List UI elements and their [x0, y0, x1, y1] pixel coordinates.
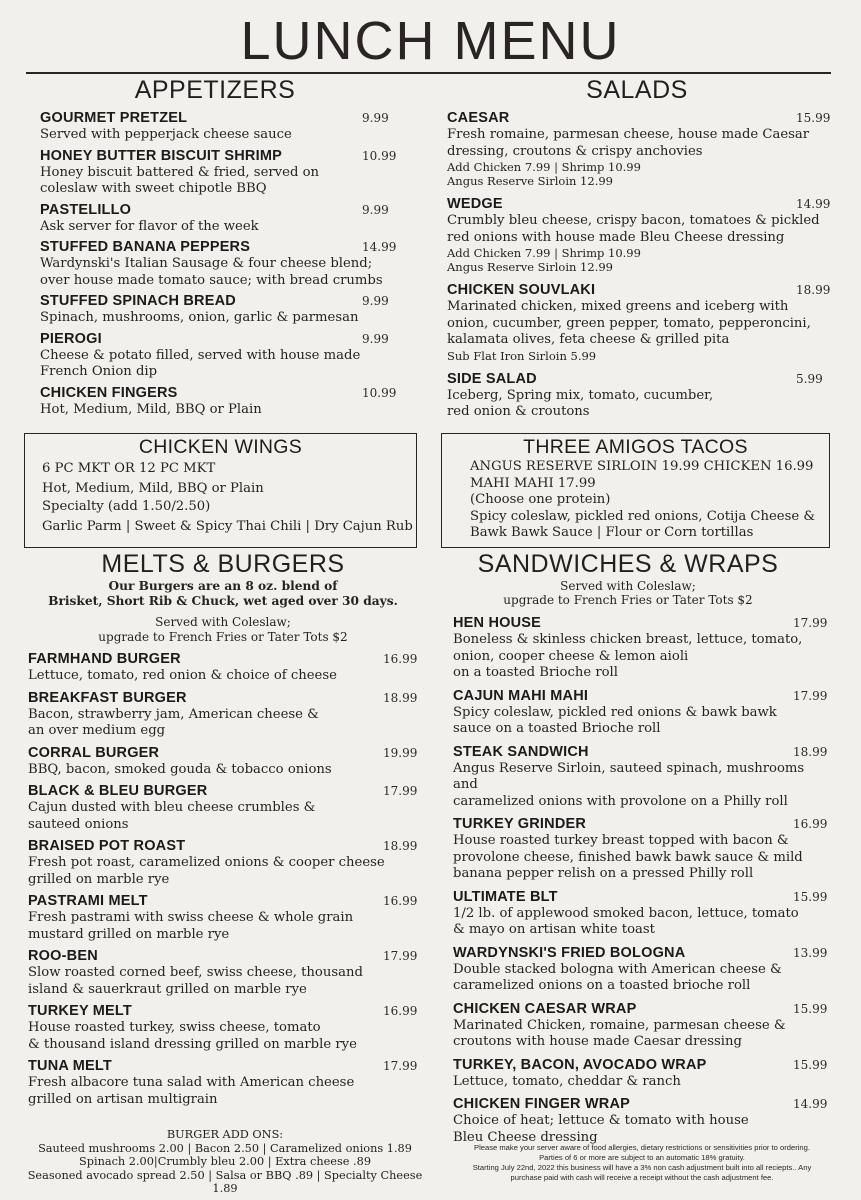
menu-item-description: Served with pepperjack cheese sauce: [40, 127, 292, 142]
tacos-heading: THREE AMIGOS TACOS: [523, 436, 748, 458]
menu-item-price: 9.99: [362, 331, 389, 346]
menu-item-name: STUFFED BANANA PEPPERS: [40, 239, 251, 255]
sandwiches-side-note: Served with Coleslaw;: [560, 579, 696, 593]
menu-item-name: CORRAL BURGER: [28, 744, 160, 761]
wings-line: 6 PC MKT OR 12 PC MKT: [42, 461, 216, 476]
menu-item-description: French Onion dip: [40, 364, 158, 379]
footer-line: purchase paid with cash will receive a receipt without the cash adjustment fee.: [510, 1173, 774, 1182]
melts-burgers-section: [28, 550, 428, 1108]
menu-item-name: CAJUN MAHI MAHI: [453, 687, 589, 704]
menu-item: [40, 202, 410, 236]
menu-item-description: dressing, croutons & crispy anchovies: [447, 143, 703, 159]
menu-item-name: GOURMET PRETZEL: [40, 110, 188, 126]
footer-notice: [442, 1143, 842, 1183]
menu-item-name: TUNA MELT: [28, 1058, 112, 1074]
footer-line: Parties of 6 or more are subject to an automatic 18% gratuity.: [539, 1153, 745, 1162]
menu-item-description: Wardynski's Italian Sausage & four cheese blend;: [40, 256, 373, 271]
menu-item-description: sauce on a toasted Brioche roll: [453, 721, 661, 736]
menu-item-price: 9.99: [362, 111, 389, 125]
menu-item-description: banana pepper relish on a pressed Philly roll: [453, 866, 754, 881]
menu-item-addon: Add Chicken 7.99 | Shrimp 10.99: [447, 246, 641, 260]
menu-item-price: 17.99: [383, 1059, 418, 1073]
melts-side-note: Served with Coleslaw;: [155, 615, 291, 629]
chicken-wings-heading: CHICKEN WINGS: [138, 436, 303, 458]
menu-item-price: 17.99: [793, 688, 828, 703]
menu-item: [28, 783, 428, 833]
menu-title: LUNCH MENU: [240, 11, 621, 71]
menu-item-price: 5.99: [796, 371, 823, 386]
menu-item-name: CHICKEN SOUVLAKI: [447, 282, 596, 298]
menu-item-price: 14.99: [793, 1097, 828, 1111]
menu-item-description: kalamata olives, feta cheese & grilled pita: [447, 332, 730, 347]
sandwiches-wraps-heading: SANDWICHES & WRAPS: [477, 550, 779, 578]
burger-blend-note: Our Burgers are an 8 oz. blend of: [108, 579, 338, 593]
menu-item: [28, 745, 428, 779]
menu-item-description: caramelized onions with provolone on a Philly roll: [453, 793, 788, 809]
menu-item-description: Angus Reserve Sirloin, sauteed spinach, mushrooms and: [453, 760, 805, 792]
menu-item: [447, 196, 832, 274]
menu-item-price: 13.99: [793, 945, 828, 960]
menu-item: [40, 293, 410, 327]
menu-item: [40, 148, 410, 198]
menu-item: [453, 1001, 833, 1051]
menu-item-description: & thousand island dressing grilled on marble rye: [28, 1036, 357, 1052]
menu-item-addon: Sub Flat Iron Sirloin 5.99: [447, 348, 597, 363]
menu-item-description: House roasted turkey, swiss cheese, tomato: [28, 1020, 321, 1035]
menu-item-price: 18.99: [793, 744, 828, 759]
menu-item-description: & mayo on artisan white toast: [453, 922, 655, 937]
menu-item-description: Lettuce, tomato, red onion & choice of cheese: [28, 668, 337, 683]
addons-line: Sauteed mushrooms 2.00 | Bacon 2.50 | Caramelized onions 1.89: [38, 1141, 412, 1155]
menu-item-price: 17.99: [383, 949, 418, 963]
menu-item-name: TURKEY GRINDER: [453, 816, 587, 832]
menu-item-name: HEN HOUSE: [453, 615, 542, 631]
menu-item: [28, 1003, 428, 1053]
menu-item-description: House roasted turkey breast topped with bacon &: [453, 833, 789, 848]
menu-item-description: Bacon, strawberry jam, American cheese &: [28, 706, 319, 722]
menu-item-description: mustard grilled on marble rye: [28, 926, 230, 942]
menu-item-price: 18.99: [383, 690, 418, 705]
menu-item-name: TURKEY MELT: [28, 1003, 132, 1019]
menu-item-description: Fresh pastrami with swiss cheese & whole grain: [28, 910, 354, 925]
menu-item-description: Hot, Medium, Mild, BBQ or Plain: [40, 401, 262, 417]
menu-item-description: coleslaw with sweet chipotle BBQ: [40, 181, 267, 196]
menu-item-name: PASTELILLO: [40, 201, 132, 218]
tacos-line: Bawk Bawk Sauce | Flour or Corn tortillas: [470, 525, 754, 540]
menu-item: [453, 1057, 833, 1091]
menu-item: [28, 690, 428, 740]
menu-item-name: PASTRAMI MELT: [28, 893, 148, 909]
menu-item-description: grilled on artisan multigrain: [28, 1091, 218, 1107]
menu-item-description: Slow roasted corned beef, swiss cheese, thousand: [28, 965, 363, 980]
menu-item-description: provolone cheese, finished bawk bawk sauce & mild: [453, 849, 803, 865]
menu-item: [28, 1058, 428, 1108]
tacos-line: ANGUS RESERVE SIRLOIN 19.99 CHICKEN 16.99: [470, 459, 814, 474]
salads-section: [447, 76, 832, 421]
sandwiches-wraps-section: [453, 550, 833, 1146]
menu-item-name: CHICKEN FINGER WRAP: [453, 1096, 630, 1112]
menu-item: [28, 948, 428, 998]
menu-item-description: BBQ, bacon, smoked gouda & tobacco onions: [28, 761, 332, 777]
menu-item-description: Double stacked bologna with American cheese &: [453, 961, 782, 977]
menu-item: [447, 282, 832, 363]
menu-item-name: BREAKFAST BURGER: [28, 689, 187, 706]
menu-item-description: Fresh romaine, parmesan cheese, house made Caesar: [447, 127, 810, 142]
menu-item-addon: Angus Reserve Sirloin 12.99: [447, 260, 613, 274]
menu-item: [453, 1096, 833, 1146]
addons-line: Spinach 2.00|Crumbly bleu 2.00 | Extra cheese .89: [78, 1155, 372, 1168]
menu-item-description: Cajun dusted with bleu cheese crumbles &: [28, 800, 316, 815]
menu-item-addon: Add Chicken 7.99 | Shrimp 10.99: [447, 160, 641, 174]
menu-item-name: WARDYNSKI'S FRIED BOLOGNA: [453, 944, 686, 961]
menu-item-price: 14.99: [362, 240, 397, 254]
menu-item-description: an over medium egg: [28, 723, 166, 738]
menu-item-description: 1/2 lb. of applewood smoked bacon, lettuce, tomato: [453, 905, 799, 921]
menu-item: [447, 110, 832, 188]
tacos-line: Spicy coleslaw, pickled red onions, Cotija Cheese &: [470, 508, 816, 524]
menu-item-price: 15.99: [793, 889, 828, 904]
menu-item-name: HONEY BUTTER BISCUIT SHRIMP: [40, 147, 282, 164]
menu-item-description: caramelized onions on a toasted brioche roll: [453, 978, 751, 993]
footer-line: Please make your server aware of food allergies, dietary restrictions or sensitivities prior to ordering.: [474, 1143, 810, 1152]
menu-item-description: Cheese & potato filled, served with house made: [40, 347, 361, 363]
menu-item-description: Choice of heat; lettuce & tomato with house: [453, 1113, 749, 1128]
appetizers-heading: APPETIZERS: [134, 76, 296, 104]
menu-item: [453, 615, 833, 682]
menu-item-price: 16.99: [383, 894, 418, 908]
menu-item-price: 16.99: [383, 1004, 418, 1018]
wings-line: Hot, Medium, Mild, BBQ or Plain: [42, 480, 264, 496]
menu-item-description: red onion & croutons: [447, 404, 590, 419]
menu-item-description: Marinated chicken, mixed greens and iceberg with: [447, 299, 789, 314]
menu-item-name: BLACK & BLEU BURGER: [28, 783, 208, 799]
title-divider: [26, 72, 831, 74]
menu-item-price: 16.99: [793, 817, 828, 831]
menu-item-description: Boneless & skinless chicken breast, lettuce, tomato,: [453, 632, 803, 647]
menu-item-description: sauteed onions: [28, 816, 129, 832]
footer-line: Starting July 22nd, 2022 this business will have a 3% non cash adjustment built into all reciepts.. Any: [472, 1163, 812, 1172]
menu-item-description: grilled on marble rye: [28, 871, 170, 887]
menu-item-name: PIEROGI: [40, 330, 102, 347]
menu-item-description: Bleu Cheese dressing: [453, 1129, 598, 1145]
menu-item-description: Fresh albacore tuna salad with American cheese: [28, 1075, 355, 1090]
menu-item-description: Honey biscuit battered & fried, served on: [40, 164, 320, 180]
menu-item: [453, 816, 833, 883]
menu-item-name: CHICKEN FINGERS: [40, 384, 178, 401]
menu-item-name: STEAK SANDWICH: [453, 743, 589, 760]
menu-item-price: 17.99: [383, 784, 418, 798]
menu-item-description: Ask server for flavor of the week: [40, 218, 259, 234]
menu-item-description: island & sauerkraut grilled on marble rye: [28, 981, 307, 997]
menu-item-price: 10.99: [362, 148, 397, 163]
menu-item: [28, 893, 428, 943]
menu-item-name: SIDE SALAD: [447, 370, 537, 387]
menu-item-description: Marinated Chicken, romaine, parmesan cheese &: [453, 1017, 786, 1033]
menu-item-price: 9.99: [362, 202, 389, 217]
tacos-line: MAHI MAHI 17.99: [470, 475, 596, 491]
burger-addons: [20, 1128, 430, 1196]
menu-item-description: Spinach, mushrooms, onion, garlic & parmesan: [40, 310, 359, 325]
melts-side-note: upgrade to French Fries or Tater Tots $2: [98, 630, 348, 644]
menu-item-price: 15.99: [793, 1001, 828, 1016]
menu-item-description: Lettuce, tomato, cheddar & ranch: [453, 1073, 681, 1089]
wings-line: Garlic Parm | Sweet & Spicy Thai Chili | Dry Cajun Rub: [42, 518, 413, 534]
burger-blend-note: Brisket, Short Rib & Chuck, wet aged over 30 days.: [48, 594, 398, 608]
menu-item-description: over house made tomato sauce; with bread crumbs: [40, 272, 383, 288]
menu-item: [40, 110, 410, 144]
menu-item-price: 19.99: [383, 745, 418, 760]
menu-item-price: 9.99: [362, 294, 389, 308]
menu-item-price: 10.99: [362, 385, 397, 400]
menu-item: [28, 838, 428, 888]
menu-item-name: CAESAR: [447, 110, 510, 126]
menu-item-name: CHICKEN CAESAR WRAP: [453, 1000, 637, 1017]
menu-item-description: red onions with house made Bleu Cheese dressing: [447, 229, 785, 245]
wings-line: Specialty (add 1.50/2.50): [42, 499, 211, 514]
appetizers-section: [40, 76, 410, 418]
menu-item-description: onion, cooper cheese & lemon aioli: [453, 648, 689, 664]
menu-item-price: 15.99: [793, 1057, 828, 1072]
menu-item-price: 16.99: [383, 652, 418, 666]
menu-item-name: STUFFED SPINACH BREAD: [40, 293, 236, 309]
menu-item-price: 18.99: [383, 839, 418, 853]
menu-item-price: 18.99: [796, 283, 831, 297]
menu-item-name: ULTIMATE BLT: [453, 888, 558, 905]
menu-item-price: 17.99: [793, 616, 828, 630]
menu-item-name: BRAISED POT ROAST: [28, 838, 186, 854]
menu-item: [453, 744, 833, 811]
three-amigos-tacos-box: [441, 433, 830, 548]
menu-item-description: Crumbly bleu cheese, crispy bacon, tomatoes & pickled: [447, 213, 820, 228]
menu-item-description: Spicy coleslaw, pickled red onions & bawk bawk: [453, 704, 777, 720]
menu-item: [453, 945, 833, 995]
menu-item: [40, 385, 410, 419]
menu-item: [28, 651, 428, 685]
addons-heading: BURGER ADD ONS:: [166, 1128, 284, 1141]
salads-heading: SALADS: [586, 76, 688, 104]
tacos-line: (Choose one protein): [470, 492, 611, 507]
menu-item-name: TURKEY, BACON, AVOCADO WRAP: [453, 1056, 707, 1073]
menu-item: [453, 688, 833, 738]
sandwiches-side-note: upgrade to French Fries or Tater Tots $2: [503, 593, 753, 607]
menu-item-description: croutons with house made Caesar dressing: [453, 1034, 742, 1049]
menu-item: [447, 371, 832, 421]
menu-item-addon: Angus Reserve Sirloin 12.99: [447, 174, 613, 188]
menu-item: [453, 889, 833, 939]
menu-item-description: Fresh pot roast, caramelized onions & cooper cheese: [28, 855, 385, 870]
addons-line: Seasoned avocado spread 2.50 | Salsa or BBQ .89 | Specialty Cheese 1.89: [27, 1168, 423, 1195]
menu-item-description: on a toasted Brioche roll: [453, 665, 618, 680]
menu-item-description: onion, cucumber, green pepper, tomato, pepperoncini,: [447, 315, 811, 331]
menu-item: [40, 331, 410, 381]
menu-item: [40, 239, 410, 289]
menu-item-name: ROO-BEN: [28, 948, 98, 964]
menu-item-name: WEDGE: [447, 196, 503, 212]
chicken-wings-box: [24, 433, 417, 548]
melts-burgers-heading: MELTS & BURGERS: [101, 550, 345, 578]
menu-item-name: FARMHAND BURGER: [28, 651, 181, 667]
menu-item-description: Iceberg, Spring mix, tomato, cucumber,: [447, 387, 714, 403]
menu-item-price: 15.99: [796, 111, 831, 125]
menu-item-price: 14.99: [796, 197, 831, 211]
